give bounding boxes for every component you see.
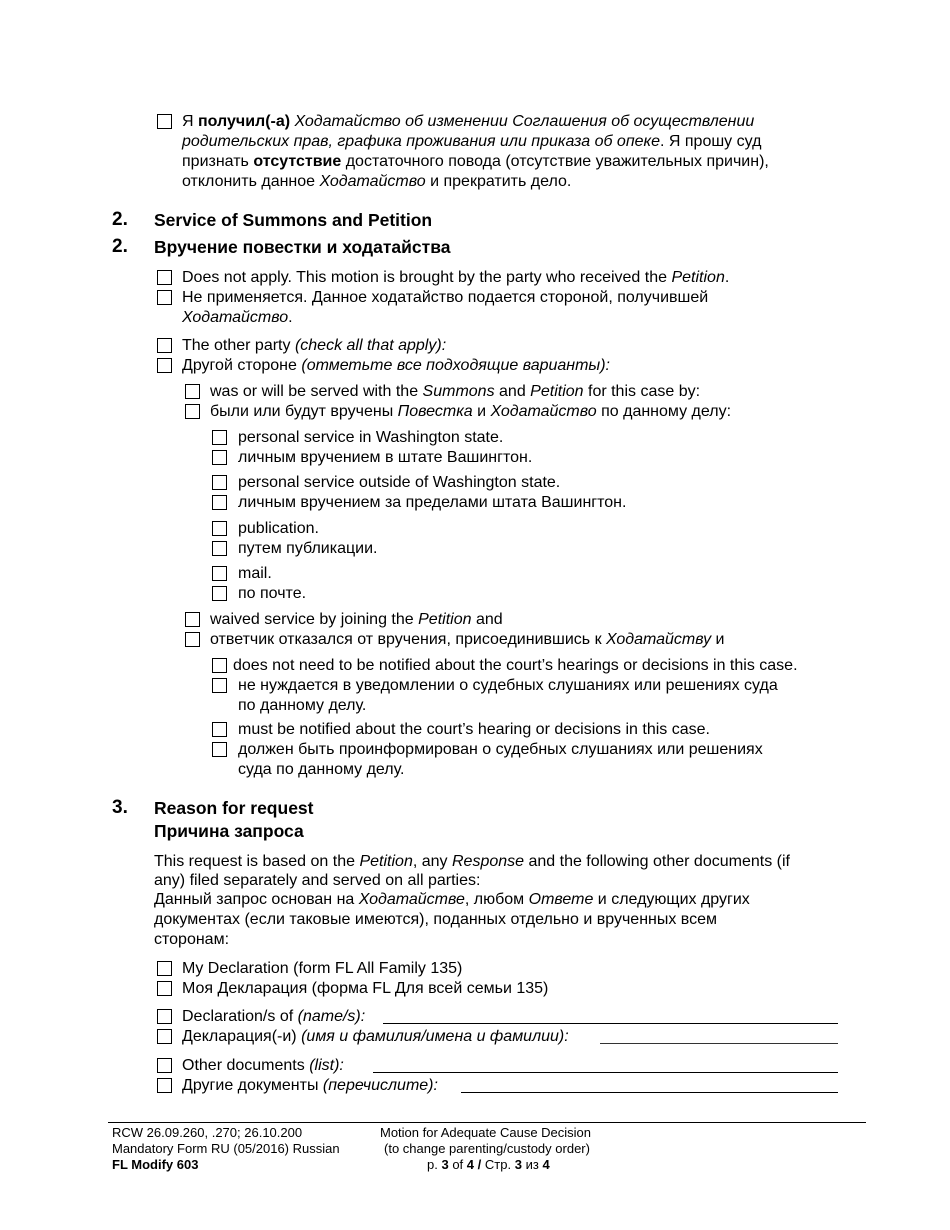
served-checkbox-ru[interactable] [185, 404, 200, 419]
received-petition-checkbox[interactable] [157, 114, 172, 129]
declarations-of-checkbox-ru[interactable] [157, 1029, 172, 1044]
personal-service-outside-wa-checkbox-en[interactable] [212, 475, 227, 490]
must-be-notified-text-ru: должен быть проинформирован о судебных слушаниях или решениях [238, 741, 763, 758]
my-declaration-text-ru: Моя Декларация (форма FL Для всей семьи 135) [182, 980, 549, 997]
mail-text-ru: по почте. [238, 585, 307, 602]
personal-service-outside-wa-checkbox-ru[interactable] [212, 495, 227, 510]
personal-service-outside-wa-text-ru: личным вручением за пределами штата Вашингтон. [238, 494, 627, 511]
waived-service-text-en: waived service by joining the Petition and [210, 611, 503, 628]
served-checkbox-en[interactable] [185, 384, 200, 399]
section-2-title-en: Service of Summons and Petition [154, 210, 433, 230]
my-declaration-checkbox-en[interactable] [157, 961, 172, 976]
personal-service-in-wa-text-ru: личным вручением в штате Вашингтон. [238, 449, 533, 466]
publication-checkbox-en[interactable] [212, 521, 227, 536]
served-text-en: was or will be served with the Summons and Petition for this case by: [210, 383, 701, 400]
other-documents-label-ru: Другие документы (перечислите): [182, 1077, 438, 1094]
declarations-of-label-ru: Декларация(-и) (имя и фамилия/имена и фамилии): [182, 1028, 569, 1045]
publication-text-ru: путем публикации. [238, 540, 378, 557]
no-notice-needed-text-en: does not need to be notified about the court’s hearings or decisions in this case. [233, 657, 798, 674]
publication-checkbox-ru[interactable] [212, 541, 227, 556]
declarations-of-name-field-ru[interactable] [600, 1043, 838, 1044]
footer-page-number: p. 3 of 4 / Стр. 3 из 4 [427, 1157, 550, 1172]
does-not-apply-checkbox-ru[interactable] [157, 290, 172, 305]
other-documents-label-en: Other documents (list): [182, 1057, 344, 1074]
reason-paragraph-en-1: This request is based on the Petition, any Response and the following other documents (if [154, 853, 790, 870]
waived-service-checkbox-en[interactable] [185, 612, 200, 627]
footer-form-id: FL Modify 603 [112, 1157, 199, 1172]
section-2-number-en: 2. [112, 209, 128, 230]
personal-service-in-wa-checkbox-en[interactable] [212, 430, 227, 445]
waived-service-checkbox-ru[interactable] [185, 632, 200, 647]
other-party-text-en: The other party (check all that apply): [182, 337, 447, 354]
declarations-of-checkbox-en[interactable] [157, 1009, 172, 1024]
received-petition-line3: признать отсутствие достаточного повода (отсутствие уважительных причин), [182, 153, 769, 170]
footer-mandatory-form: Mandatory Form RU (05/2016) Russian [112, 1141, 340, 1156]
reason-paragraph-ru-3: сторонам: [154, 931, 230, 948]
mail-text-en: mail. [238, 565, 272, 582]
declarations-of-name-field-en[interactable] [383, 1023, 838, 1024]
no-notice-needed-checkbox-ru[interactable] [212, 678, 227, 693]
other-party-checkbox-ru[interactable] [157, 358, 172, 373]
no-notice-needed-text-ru: не нуждается в уведомлении о судебных слушаниях или решениях суда [238, 677, 778, 694]
must-be-notified-checkbox-en[interactable] [212, 722, 227, 737]
footer-form-subtitle: (to change parenting/custody order) [384, 1141, 590, 1156]
other-party-checkbox-en[interactable] [157, 338, 172, 353]
section-3-title-ru: Причина запроса [154, 821, 304, 841]
received-petition-line4: отклонить данное Ходатайство и прекратить дело. [182, 173, 572, 190]
received-petition-line2: родительских прав, графика проживания или приказа об опеке. Я прошу суд [182, 133, 762, 150]
must-be-notified-text-ru-2: суда по данному делу. [238, 761, 405, 778]
reason-paragraph-ru-2: документах (если таковые имеются), поданных отдельно и врученных всем [154, 911, 718, 928]
my-declaration-text-en: My Declaration (form FL All Family 135) [182, 960, 463, 977]
no-notice-needed-text-ru-2: по данному делу. [238, 697, 367, 714]
section-3-number: 3. [112, 797, 128, 818]
does-not-apply-text-ru-2: Ходатайство. [182, 309, 293, 326]
does-not-apply-text-ru: Не применяется. Данное ходатайство подается стороной, получившей [182, 289, 709, 306]
reason-paragraph-en-2: any) filed separately and served on all parties: [154, 872, 481, 889]
section-2-title-ru: Вручение повестки и ходатайства [154, 237, 451, 257]
personal-service-outside-wa-text-en: personal service outside of Washington state. [238, 474, 561, 491]
served-text-ru: были или будут вручены Повестка и Ходатайство по данному делу: [210, 403, 732, 420]
section-2-number-ru: 2. [112, 236, 128, 257]
reason-paragraph-ru-1: Данный запрос основан на Ходатайстве, любом Ответе и следующих других [154, 891, 750, 908]
publication-text-en: publication. [238, 520, 319, 537]
section-3-title-en: Reason for request [154, 798, 314, 818]
other-documents-checkbox-ru[interactable] [157, 1078, 172, 1093]
mail-checkbox-en[interactable] [212, 566, 227, 581]
waived-service-text-ru: ответчик отказался от вручения, присоединившись к Ходатайству и [210, 631, 725, 648]
does-not-apply-text-en: Does not apply. This motion is brought by the party who received the Petition. [182, 269, 730, 286]
personal-service-in-wa-checkbox-ru[interactable] [212, 450, 227, 465]
mail-checkbox-ru[interactable] [212, 586, 227, 601]
footer-divider [108, 1122, 866, 1123]
does-not-apply-checkbox-en[interactable] [157, 270, 172, 285]
other-documents-checkbox-en[interactable] [157, 1058, 172, 1073]
footer-form-title: Motion for Adequate Cause Decision [380, 1125, 592, 1140]
footer-statute: RCW 26.09.260, .270; 26.10.200 [112, 1125, 303, 1140]
other-documents-list-field-ru[interactable] [461, 1092, 838, 1093]
other-documents-list-field-en[interactable] [373, 1072, 838, 1073]
my-declaration-checkbox-ru[interactable] [157, 981, 172, 996]
personal-service-in-wa-text-en: personal service in Washington state. [238, 429, 504, 446]
must-be-notified-checkbox-ru[interactable] [212, 742, 227, 757]
no-notice-needed-checkbox-en[interactable] [212, 658, 227, 673]
received-petition-line1: Я получил(-а) Ходатайство об изменении Соглашения об осуществлении [182, 113, 755, 130]
must-be-notified-text-en: must be notified about the court’s hearing or decisions in this case. [238, 721, 710, 738]
declarations-of-label-en: Declaration/s of (name/s): [182, 1008, 366, 1025]
other-party-text-ru: Другой стороне (отметьте все подходящие варианты): [182, 357, 610, 374]
